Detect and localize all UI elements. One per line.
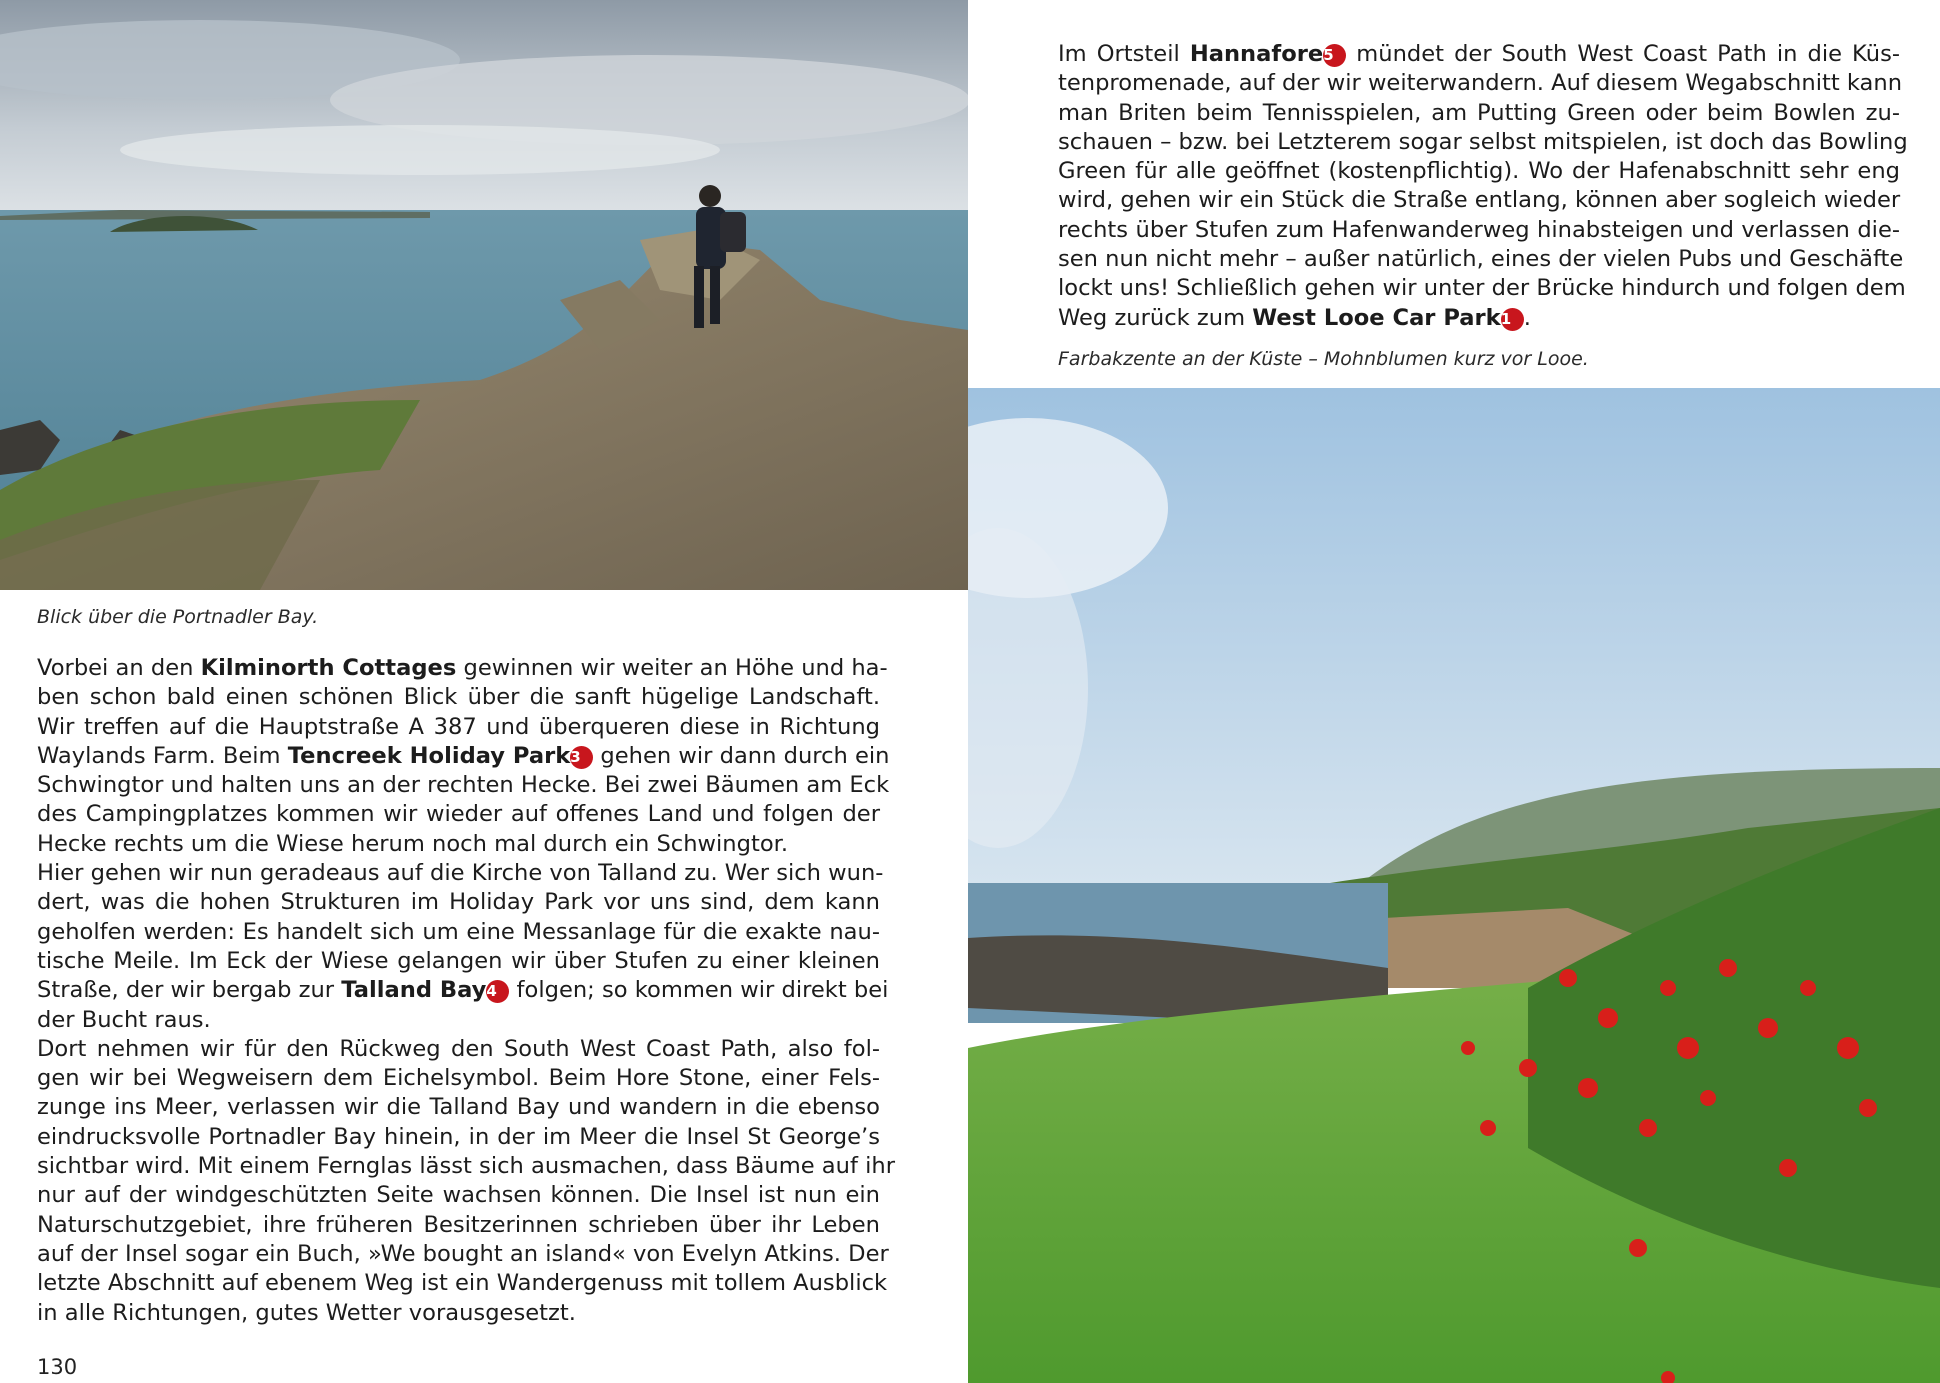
text-run: Waylands Farm. Beim	[37, 742, 288, 769]
text-run: Straße, der wir bergab zur	[37, 977, 342, 1004]
text-line	[1058, 216, 1900, 245]
text-run: der Bucht raus.	[37, 1006, 211, 1033]
waypoint-badge: 5	[1323, 44, 1346, 67]
text-line	[37, 830, 880, 859]
text-line	[37, 1006, 880, 1035]
text-run: man Briten beim Tennisspielen, am Putting Green oder beim Bowlen zu-	[1058, 99, 1900, 126]
text-run: Im Ortsteil	[1058, 41, 1190, 67]
place-name-bold: Hannafore	[1189, 41, 1324, 67]
text-run: folgen; so kommen wir direkt bei	[509, 977, 889, 1004]
text-run: Hier gehen wir nun geradeaus auf die Kirche von Talland zu. Wer sich wun-	[37, 860, 884, 887]
text-run: Green für alle geöffnet (kostenpflichtig). Wo der Hafenabschnitt sehr eng	[1058, 158, 1900, 185]
text-run: dert, was die hohen Strukturen im Holiday Park vor uns sind, dem kann	[37, 889, 880, 916]
text-line	[1058, 245, 1904, 274]
text-run: rechts über Stufen zum Hafenwanderweg hinabsteigen und verlassen die-	[1058, 216, 1900, 243]
body-text-left	[37, 654, 895, 1328]
text-line	[1058, 157, 1900, 186]
text-run: ben schon bald einen schönen Blick über die sanft hügelige Landschaft.	[37, 684, 880, 711]
text-line	[1058, 99, 1900, 128]
text-line	[1058, 186, 1900, 215]
photo-caption-left: Blick über die Portnadler Bay.	[37, 606, 319, 628]
text-run: gehen wir dann durch ein	[593, 742, 890, 769]
text-line	[1058, 69, 1903, 98]
text-run: sichtbar wird. Mit einem Fernglas lässt sich ausmachen, dass Bäume auf ihr	[37, 1153, 895, 1180]
text-line	[37, 771, 890, 800]
text-run: wird, gehen wir ein Stück die Straße entlang, können aber sogleich wieder	[1058, 187, 1901, 214]
waypoint-badge: 1	[1501, 308, 1524, 331]
text-run: sen nun nicht mehr – außer natürlich, eines der vielen Pubs und Geschäfte	[1058, 246, 1904, 273]
place-name-bold: West Looe Car Park	[1252, 304, 1501, 331]
place-name-bold: Talland Bay	[341, 977, 487, 1004]
photo-caption-right: Farbakzente an der Küste – Mohnblumen kurz vor Looe.	[1058, 348, 1589, 370]
text-run: auf der Insel sogar ein Buch, »We bought an island« von Evelyn Atkins. Der	[37, 1240, 889, 1267]
text-run: nur auf der windgeschützten Seite wachsen können. Die Insel ist nun ein	[37, 1182, 880, 1209]
text-run: des Campingplatzes kommen wir wieder auf offenes Land und folgen der	[37, 801, 880, 828]
place-name-bold: Kilminorth Cottages	[200, 655, 457, 681]
text-run: in alle Richtungen, gutes Wetter vorausgesetzt.	[37, 1299, 576, 1326]
photo-poppies-looe	[968, 388, 1940, 1383]
text-line	[37, 859, 884, 888]
text-line	[37, 976, 889, 1005]
text-line	[1058, 274, 1906, 303]
text-line	[37, 683, 880, 712]
text-line	[37, 1211, 880, 1240]
text-line	[37, 800, 880, 829]
text-run: Vorbei an den	[37, 655, 201, 681]
text-run: geholfen werden: Es handelt sich um eine Messanlage für die exakte nau-	[37, 918, 880, 945]
text-run: Dort nehmen wir für den Rückweg den South West Coast Path, also fol-	[37, 1035, 880, 1062]
text-run: Weg zurück zum	[1058, 304, 1253, 331]
photo-portnadler-bay	[0, 0, 968, 590]
text-line	[37, 1269, 888, 1298]
text-run: tenpromenade, auf der wir weiterwandern. Auf diesem Wegabschnitt kann	[1058, 70, 1903, 97]
text-line	[37, 1064, 880, 1093]
text-line	[37, 888, 880, 917]
text-run: letzte Abschnitt auf ebenem Weg ist ein Wandergenuss mit tollem Ausblick	[37, 1270, 888, 1297]
text-run: tische Meile. Im Eck der Wiese gelangen wir über Stufen zu einer kleinen	[37, 947, 880, 974]
text-run: schauen – bzw. bei Letzterem sogar selbst mitspielen, ist doch das Bowling	[1058, 128, 1908, 155]
text-line	[37, 1240, 889, 1269]
text-line	[37, 1035, 880, 1064]
text-line	[37, 713, 880, 742]
body-text-right	[1058, 40, 1908, 333]
text-run: gen wir bei Wegweisern dem Eichelsymbol. Beim Hore Stone, einer Fels-	[37, 1065, 880, 1092]
page-number: 130	[37, 1355, 78, 1379]
text-line	[37, 1299, 880, 1328]
text-run: Hecke rechts um die Wiese herum noch mal durch ein Schwingtor.	[37, 830, 789, 857]
place-name-bold: Tencreek Holiday Park	[287, 742, 571, 769]
text-run: Naturschutzgebiet, ihre früheren Besitzerinnen schrieben über ihr Leben	[37, 1211, 880, 1238]
text-line	[37, 1181, 880, 1210]
text-line	[37, 1093, 880, 1122]
text-line	[37, 1152, 895, 1181]
waypoint-badge: 4	[486, 980, 509, 1003]
text-run: Schwingtor und halten uns an der rechten Hecke. Bei zwei Bäumen am Eck	[37, 772, 890, 799]
text-line	[37, 918, 880, 947]
text-line	[37, 654, 888, 683]
text-line	[37, 742, 890, 771]
text-run: zunge ins Meer, verlassen wir die Talland Bay und wandern in die ebenso	[37, 1094, 880, 1121]
text-line	[1058, 40, 1900, 69]
text-run: gewinnen wir weiter an Höhe und ha-	[456, 655, 888, 681]
text-line	[1058, 128, 1908, 157]
text-run: mündet der South West Coast Path in die Küs-	[1346, 41, 1900, 67]
text-run: Wir treffen auf die Hauptstraße A 387 und überqueren diese in Richtung	[37, 713, 880, 740]
text-run: lockt uns! Schließlich gehen wir unter der Brücke hindurch und folgen dem	[1058, 275, 1906, 302]
text-line	[1058, 304, 1900, 333]
text-line	[37, 947, 880, 976]
waypoint-badge: 3	[570, 746, 593, 769]
text-run: .	[1523, 304, 1531, 331]
text-run: eindrucksvolle Portnadler Bay hinein, in der im Meer die Insel St George’s	[37, 1123, 880, 1150]
text-line	[37, 1123, 880, 1152]
